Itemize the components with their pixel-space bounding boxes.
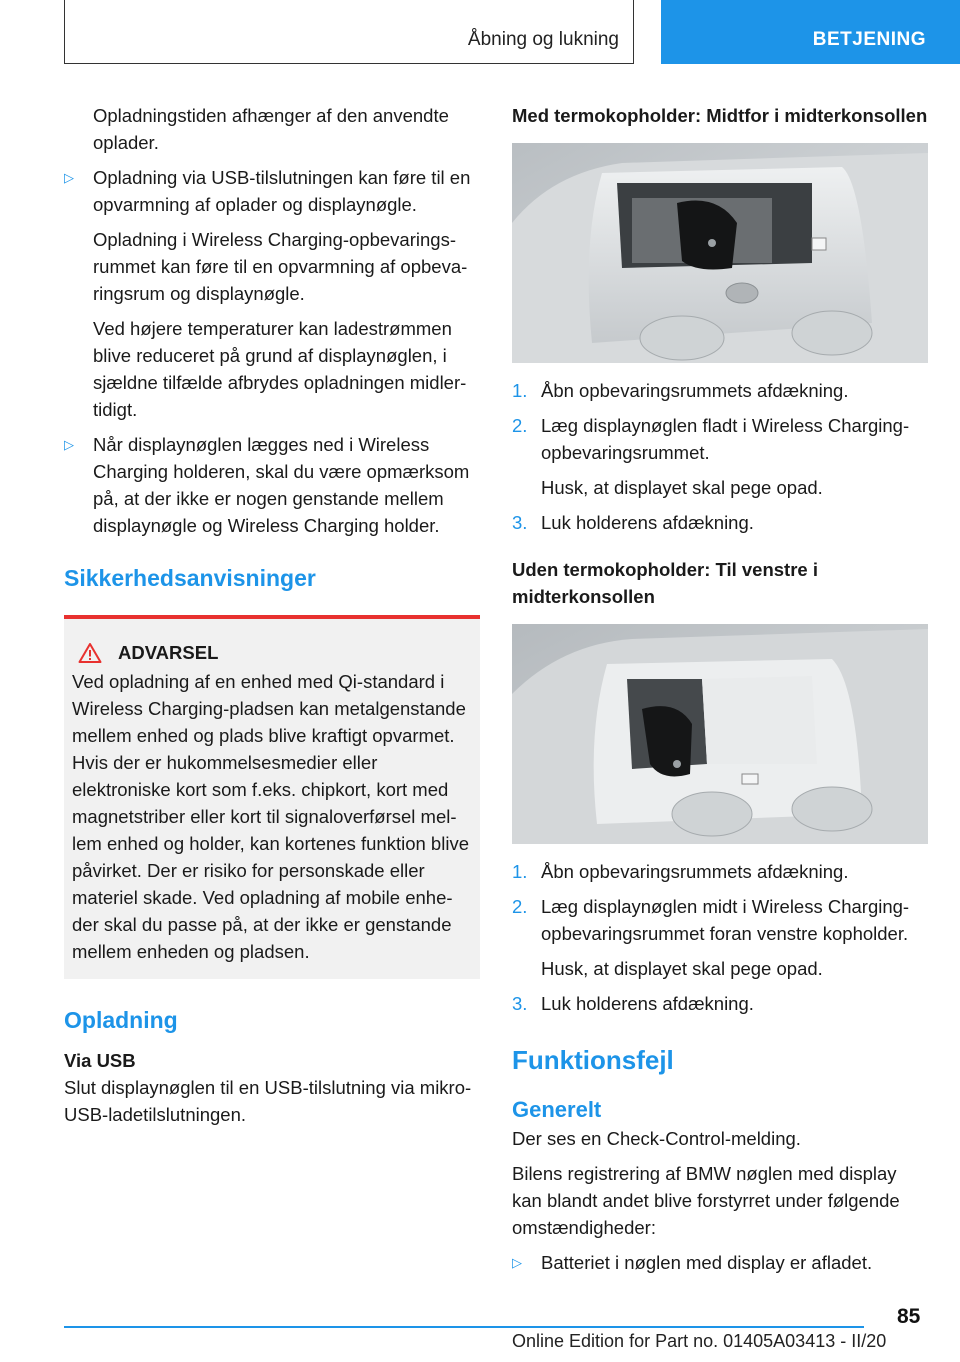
triangle-bullet-icon [64, 164, 74, 191]
malfunction-heading: Funktionsfejl [512, 1045, 674, 1075]
warning-body: Ved opladning af en enhed med Qi-standard i Wireless Charging-pladsen kan metalgenstande mellem enhed og plads blive kraftigt opvarmet. Hvis der er hukommelsesmedier eller elektroniske kort som f.eks. chipkort, kort med magnetstriber eller kort til signaloverførsel mellem enhed og holder, kan kortenes funktion blive påvirket. Der er risiko for personskade eller materiel skade. Ved opladning af mobile enheder skal du passe på, at der ikke er genstande mellem enheden og pladsen. [72, 671, 469, 962]
safety-heading: Sikkerhedsanvisninger [64, 565, 316, 591]
triangle-bullet-icon [512, 1249, 522, 1276]
warning-title [72, 639, 472, 666]
right-column [512, 102, 928, 1284]
chapter-tab [661, 0, 960, 64]
console-illustration [512, 624, 928, 844]
header-section-frame [64, 0, 634, 64]
step-note: Husk, at displayet skal pege opad. [541, 958, 823, 979]
list-item [64, 431, 480, 539]
list-item [512, 412, 928, 466]
list-item [512, 990, 928, 1017]
step-text: Åbn opbevaringsrummets afdækning. [541, 380, 849, 401]
general-text: Bilens registrering af BMW nøglen med display kan blandt andet blive forstyrret under følgende omstændigheder: [512, 1163, 900, 1238]
left-column [64, 102, 480, 1136]
console-illustration [512, 143, 928, 363]
page-number: 85 [897, 1305, 921, 1328]
list-item [64, 164, 480, 218]
bullet-paragraph: Ved højere temperaturer kan ladestrømmen blive reduceret på grund af displaynøglen, i sjældne tilfælde afbrydes opladningen midlertidigt. [93, 318, 467, 420]
step-text: Læg displaynøglen fladt i Wireless Charging-opbevaringsrummet. [541, 415, 910, 463]
step-number: 1. [512, 380, 528, 401]
step-text: Luk holderens afdækning. [541, 512, 754, 533]
general-heading: Generelt [512, 1097, 602, 1122]
bullet-text: Batteriet i nøglen med display er afladet. [541, 1252, 873, 1273]
bullet-paragraph: Opladning i Wireless Charging-opbevaringsrummet kan føre til en opvarmning af opbevaringsrum og displaynøgle. [93, 229, 468, 304]
warning-title-text: ADVARSEL [118, 642, 219, 663]
chapter-tab-label: BETJENING [812, 29, 926, 50]
list-item [512, 1249, 928, 1276]
list-item [512, 858, 928, 885]
footer-edition-text: Online Edition for Part no. 01405A03413 - II/20 [512, 1331, 887, 1351]
step-number: 2. [512, 896, 528, 917]
bullet-text: Opladning via USB-tilslutningen kan føre til en opvarmning af oplader og displaynøgle. [93, 167, 471, 215]
console-image-without-cupholder [512, 624, 928, 844]
step-number: 3. [512, 512, 528, 533]
warning-triangle-icon [78, 642, 102, 664]
step-text: Åbn opbevaringsrummets afdækning. [541, 861, 849, 882]
list-item [512, 509, 928, 536]
step-number: 2. [512, 415, 528, 436]
charging-heading: Opladning [64, 1007, 178, 1033]
list-item [512, 893, 928, 947]
step-text: Læg displaynøglen midt i Wireless Charging-opbevaringsrummet foran venstre kopholder. [541, 896, 910, 944]
without-holder-heading: Uden termokopholder: Til venstre i midterkonsollen [512, 559, 818, 607]
usb-heading: Via USB [64, 1050, 136, 1071]
step-note: Husk, at displayet skal pege opad. [541, 477, 823, 498]
console-image-with-cupholder [512, 143, 928, 363]
usb-text: Slut displaynøglen til en USB-tilslutning via mikro-USB-ladetilslutningen. [64, 1077, 472, 1125]
intro-text: Opladningstiden afhænger af den anvendte oplader. [93, 105, 449, 153]
triangle-bullet-icon [64, 431, 74, 458]
with-holder-heading: Med termokopholder: Midtfor i midterkonsollen [512, 105, 928, 126]
general-text: Der ses en Check-Control-melding. [512, 1128, 801, 1149]
section-title: Åbning og lukning [467, 29, 619, 50]
step-number: 1. [512, 861, 528, 882]
list-item [512, 377, 928, 404]
bullet-text: Når displaynøglen lægges ned i Wireless Charging holderen, skal du være opmærksom på, at der ikke er nogen genstande mellem displaynøgle og Wireless Charging holder. [93, 434, 470, 536]
warning-box [64, 615, 480, 979]
step-text: Luk holderens afdækning. [541, 993, 754, 1014]
step-number: 3. [512, 993, 528, 1014]
